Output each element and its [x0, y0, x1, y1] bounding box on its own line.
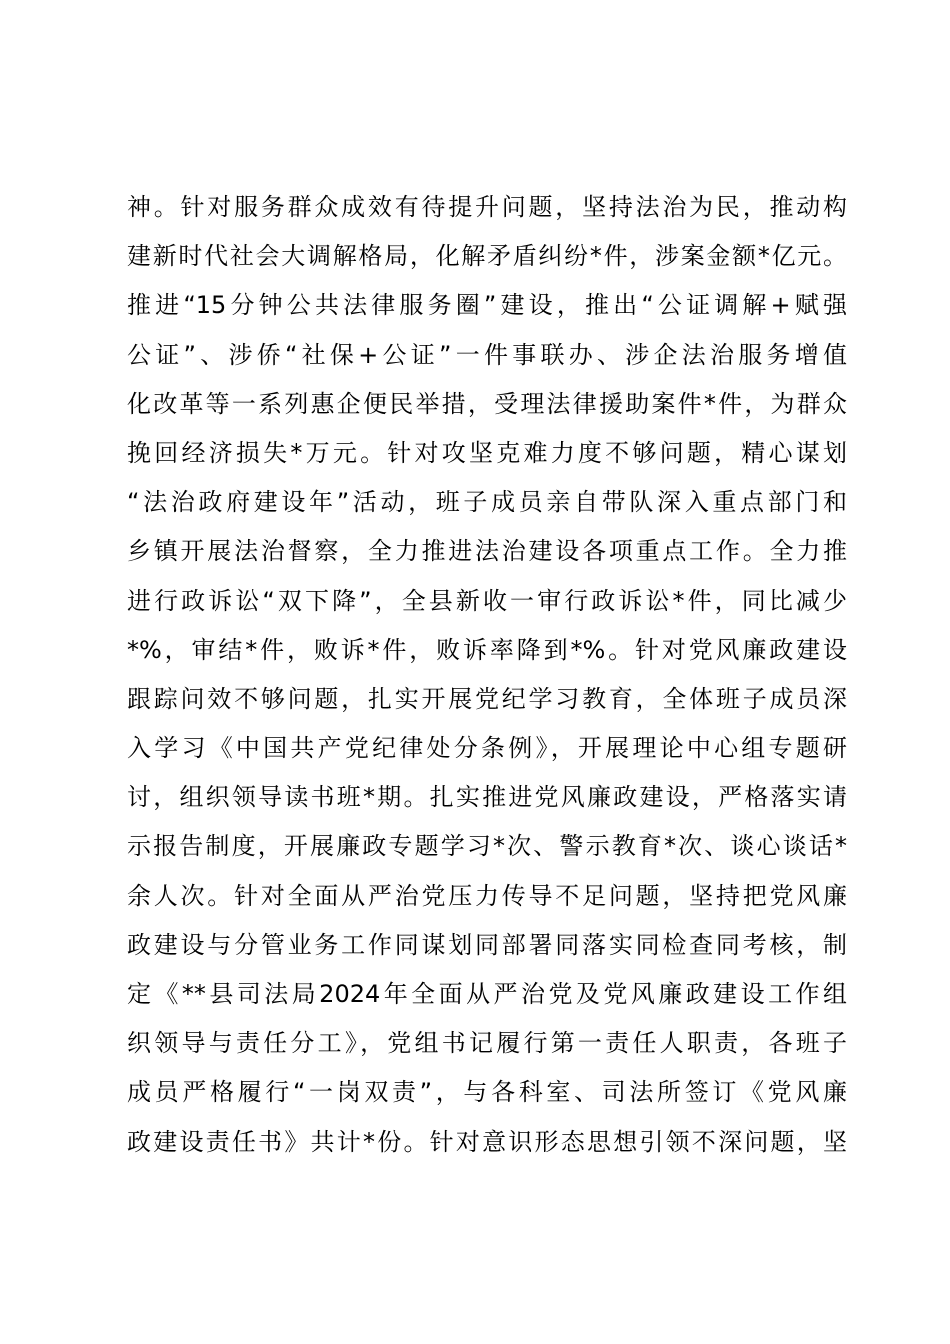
body-paragraph: [127, 183, 847, 1167]
text-line-17: 定《**县司法局2024年全面从严治党及党风廉政建设工作组: [127, 980, 847, 1008]
text-line-10: *%，审结*件，败诉*件，败诉率降到*%。针对党风廉政建设: [127, 635, 847, 664]
text-line-14: 示报告制度，开展廉政专题学习*次、警示教育*次、谈心谈话*: [127, 832, 847, 861]
text-line-20: 政建设责任书》共计*份。针对意识形态思想引领不深问题，坚: [127, 1127, 847, 1156]
text-line-16: 政建设与分管业务工作同谋划同部署同落实同检查同考核，制: [127, 930, 847, 959]
text-line-12: 入学习《中国共产党纪律处分条例》，开展理论中心组专题研: [127, 734, 847, 763]
text-line-4: 公证”、涉侨“社保+公证”一件事联办、涉企法治服务增值: [127, 340, 847, 369]
text-line-18: 织领导与责任分工》，党组书记履行第一责任人职责，各班子: [127, 1029, 847, 1058]
text-line-2: 建新时代社会大调解格局，化解矛盾纠纷*件，涉案金额*亿元。: [127, 242, 847, 271]
text-line-5: 化改革等一系列惠企便民举措，受理法律援助案件*件，为群众: [127, 389, 847, 418]
text-line-8: 乡镇开展法治督察，全力推进法治建设各项重点工作。全力推: [127, 537, 847, 566]
text-line-13: 讨，组织领导读书班*期。扎实推进党风廉政建设，严格落实请: [127, 783, 847, 812]
text-line-11: 跟踪问效不够问题，扎实开展党纪学习教育，全体班子成员深: [127, 684, 847, 713]
text-line-3: 推进“15分钟公共法律服务圈”建设，推出“公证调解+赋强: [127, 291, 847, 320]
text-line-9: 进行政诉讼“双下降”，全县新收一审行政诉讼*件，同比减少: [127, 586, 847, 615]
text-line-1: 神。针对服务群众成效有待提升问题，坚持法治为民，推动构: [127, 193, 847, 221]
text-line-15: 余人次。针对全面从严治党压力传导不足问题，坚持把党风廉: [127, 881, 847, 910]
text-line-6: 挽回经济损失*万元。针对攻坚克难力度不够问题，精心谋划: [127, 438, 847, 467]
text-line-7: “法治政府建设年”活动，班子成员亲自带队深入重点部门和: [127, 488, 847, 517]
text-line-19: 成员严格履行“一岗双责”，与各科室、司法所签订《党风廉: [127, 1078, 847, 1107]
